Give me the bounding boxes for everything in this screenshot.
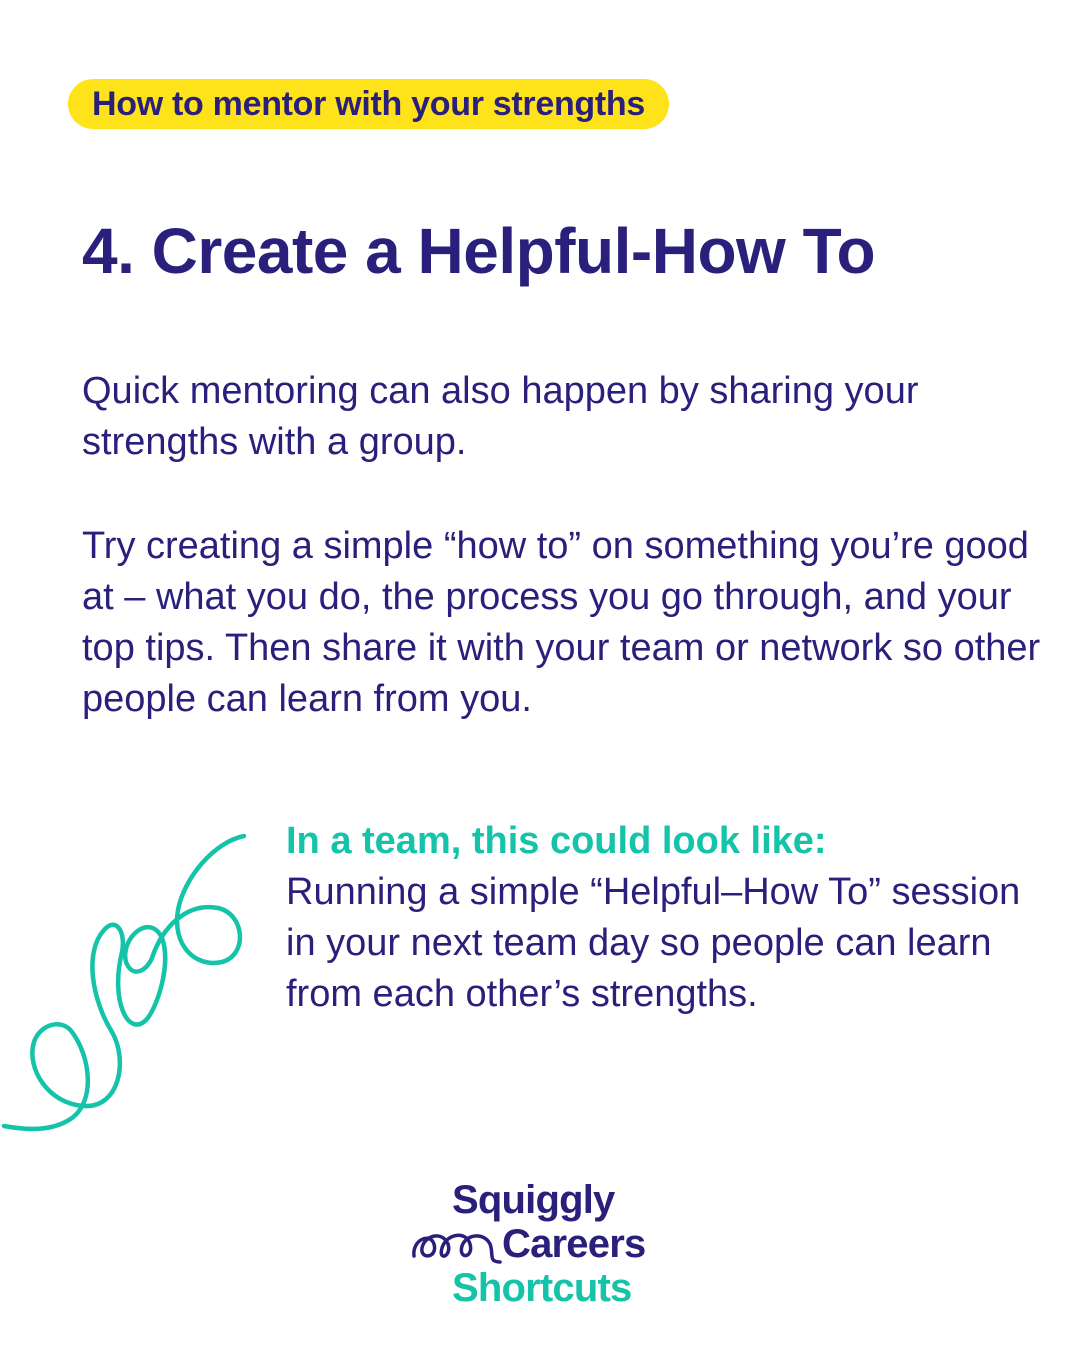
- callout-body: Running a simple “Helpful–How To” session in your next team day so people can learn from each other’s strengths.: [286, 871, 1021, 1015]
- logo-text-squiggly: Squiggly: [452, 1178, 615, 1222]
- team-example-callout: [286, 816, 1046, 1020]
- category-tag: [68, 79, 669, 129]
- squiggle-mark-icon: [408, 1222, 504, 1270]
- instruction-paragraph: Try creating a simple “how to” on something you’re good at – what you do, the process you go through, and your top tips. Then share it with your team or network so other people can learn from you.: [82, 525, 1041, 720]
- callout-heading: In a team, this could look like:: [286, 820, 827, 862]
- category-tag-label: How to mentor with your strengths: [92, 84, 645, 123]
- brand-logo: [408, 1178, 688, 1308]
- logo-text-careers: Careers: [502, 1222, 646, 1266]
- squiggle-line-icon: [0, 820, 260, 1140]
- page-title: 4. Create a Helpful-How To: [82, 215, 876, 287]
- logo-text-shortcuts: Shortcuts: [452, 1266, 632, 1310]
- intro-paragraph: Quick mentoring can also happen by sharing your strengths with a group.: [82, 370, 919, 463]
